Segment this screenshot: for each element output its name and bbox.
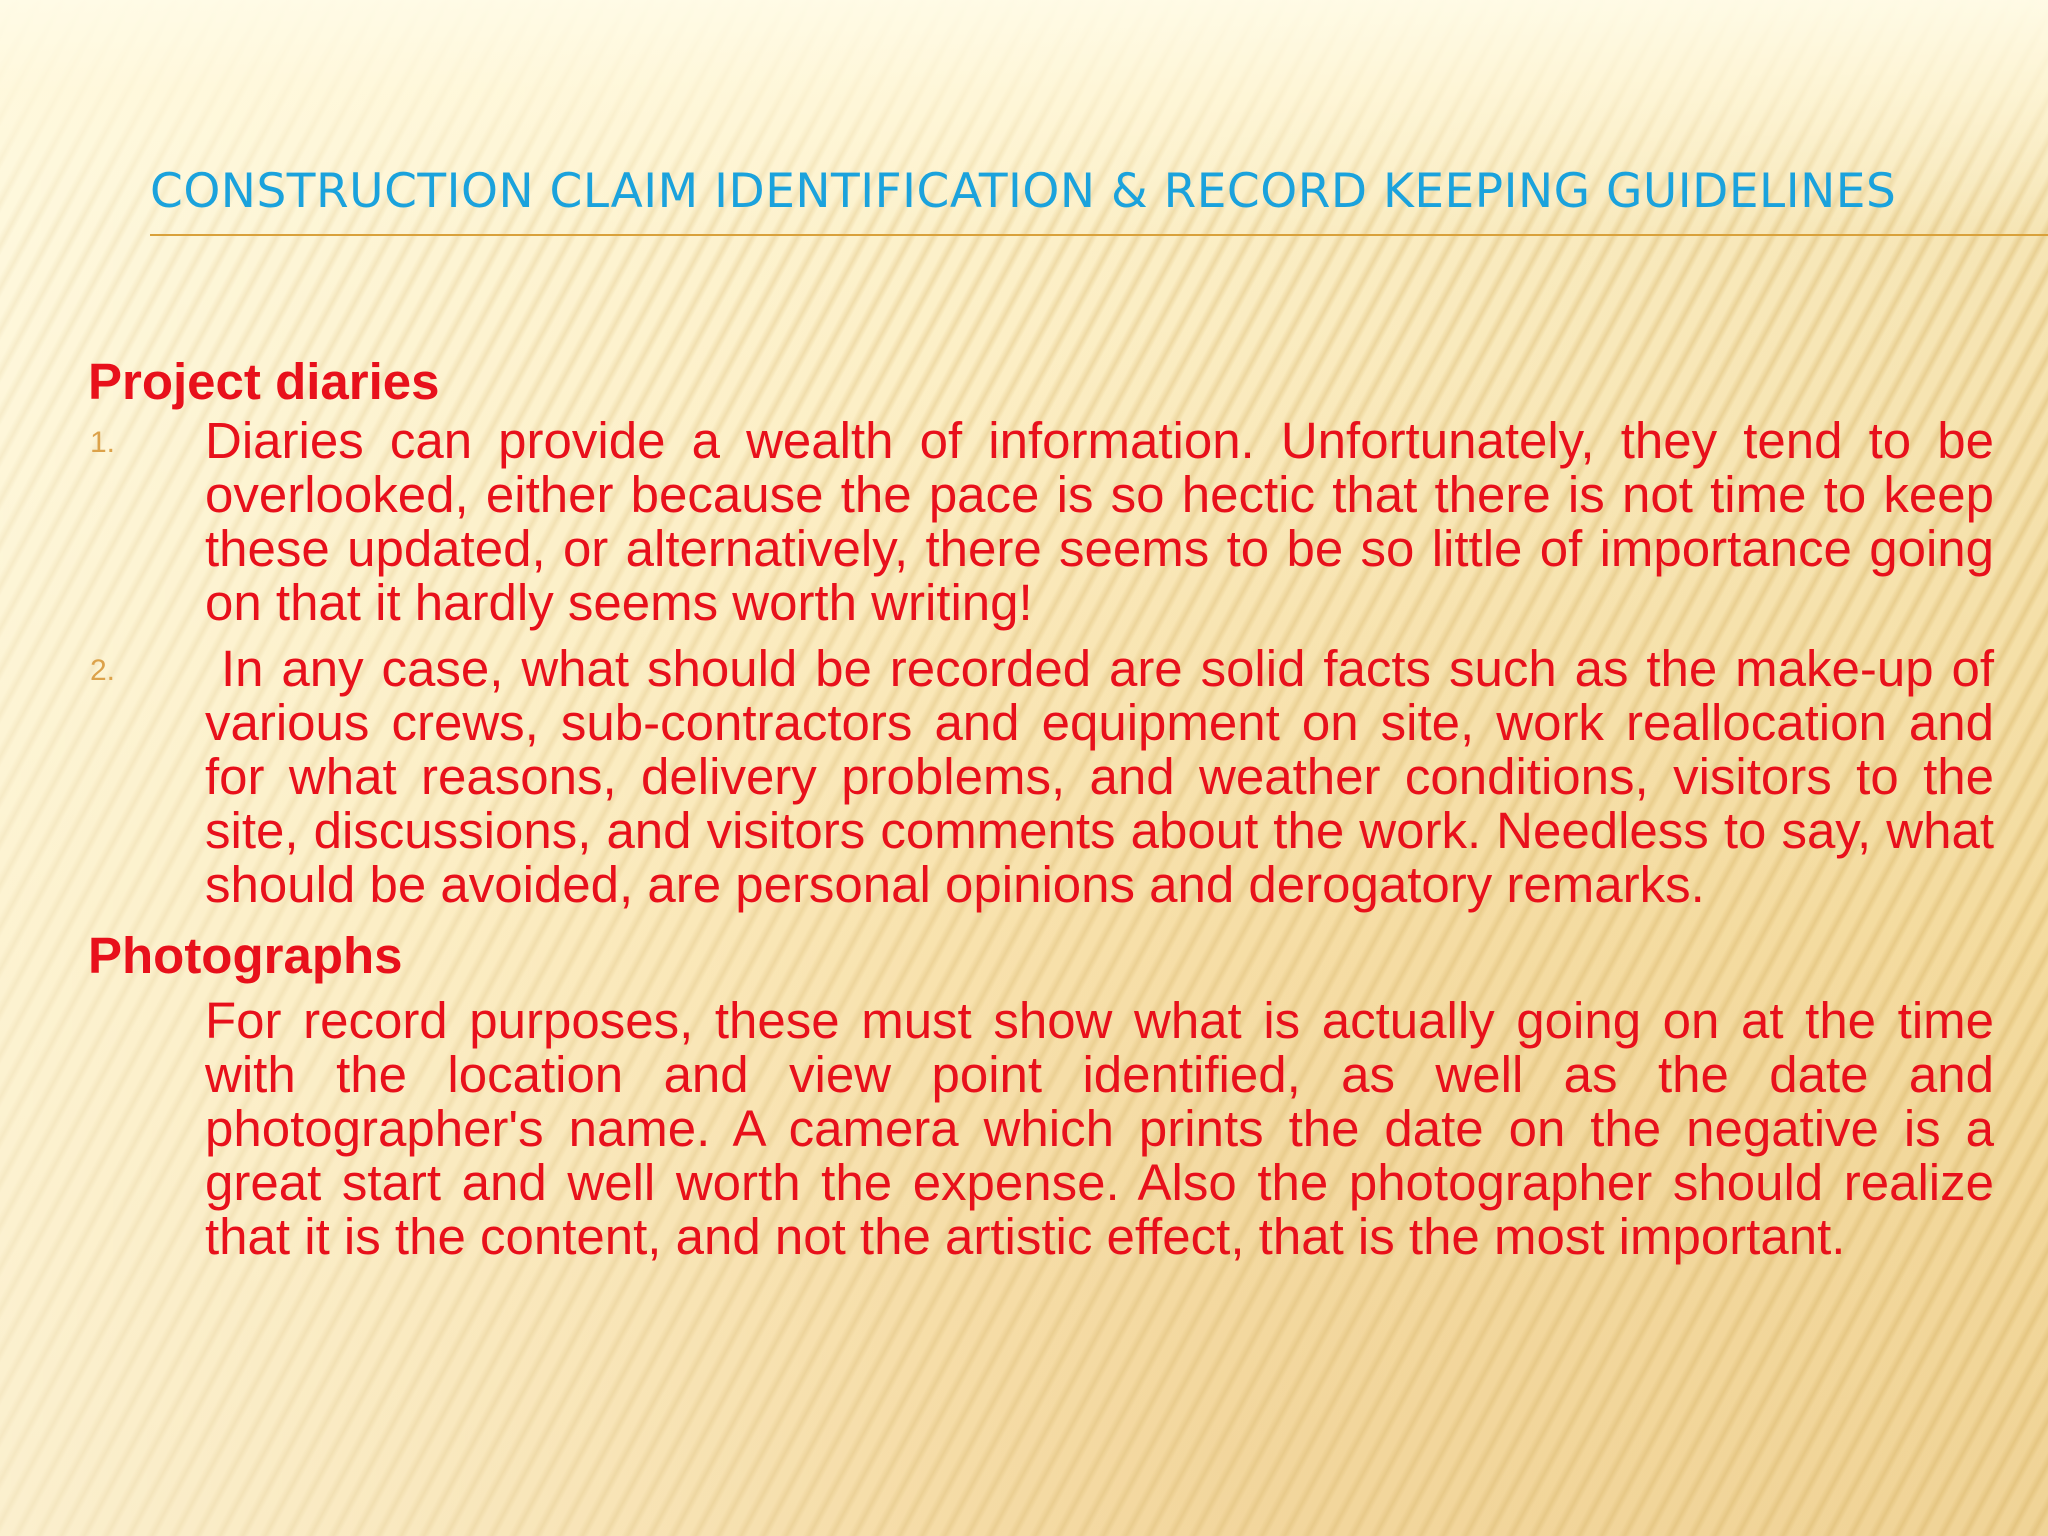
list-number: 2. [90,654,116,687]
paragraph-text: For record purposes, these must show what is actually going on at the time with the location and view point identified, as well as the date and photographer's name. A camera which prints the date on the negative is a great start and well worth the expense. Also the photographer should realize that it is the content, and not the artistic effect, that is the most important. [205,992,1994,1265]
section-heading-diaries: Project diaries [88,353,440,410]
title-underline [150,234,2048,236]
list-item [88,414,1994,630]
slide-body [88,350,1994,1264]
list-item-text: In any case, what should be recorded are solid facts such as the make-up of various crews, sub-contractors and equipment on site, work reallocation and for what reasons, delivery problems, and weather conditions, visitors to the site, discussions, and visitors comments about the work. Needless to say, what should be avoided, are personal opinions and derogatory remarks. [205,640,1994,913]
slide-title: CONSTRUCTION CLAIM IDENTIFICATION & RECORD KEEPING GUIDELINES [150,164,1897,219]
section-heading-photographs: Photographs [88,927,403,984]
list-number: 1. [90,426,116,459]
list-item-text: Diaries can provide a wealth of information. Unfortunately, they tend to be overlooked, either because the pace is so hectic that there is not time to keep these updated, or alternatively, there seems to be so little of importance going on that it hardly seems worth writing! [205,412,1994,631]
list-item [88,642,1994,912]
photographs-paragraph [88,994,1994,1264]
